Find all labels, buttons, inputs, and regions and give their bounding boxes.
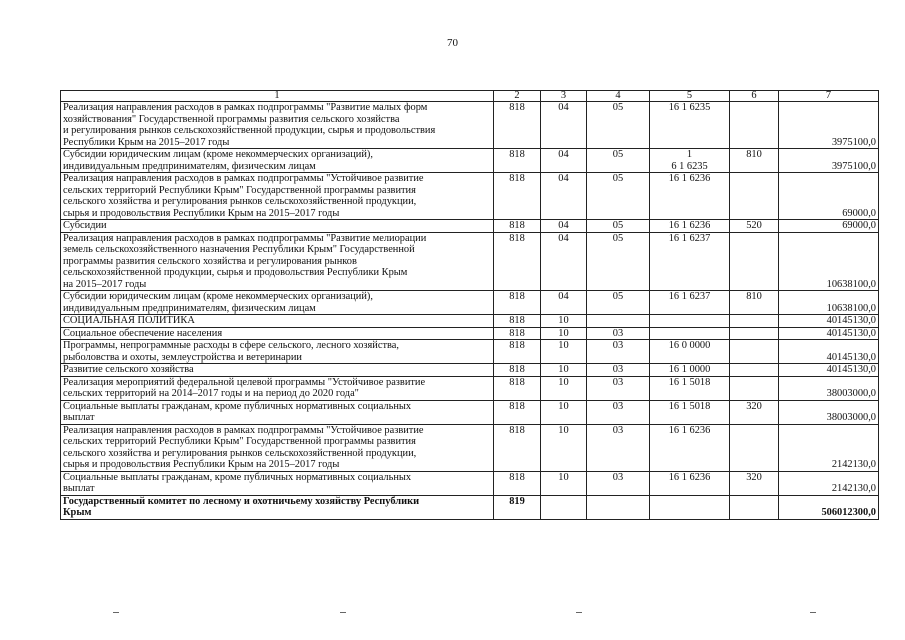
- section-code-cell: 10: [541, 400, 587, 424]
- section-code-cell: 04: [541, 173, 587, 220]
- target-article-cell: 16 1 6237: [650, 291, 730, 315]
- expense-type-cell: [730, 315, 779, 328]
- expense-type-cell: [730, 232, 779, 291]
- amount-cell: 40145130,0: [779, 327, 879, 340]
- target-article-cell: [650, 327, 730, 340]
- ministry-code-cell: 818: [494, 102, 541, 149]
- section-code-cell: 10: [541, 340, 587, 364]
- header-row: [61, 91, 879, 102]
- section-code-cell: 04: [541, 149, 587, 173]
- scan-mark: [810, 612, 816, 613]
- description-cell: Социальные выплаты гражданам, кроме публичных нормативных социальных выплат: [61, 471, 494, 495]
- description-cell: Реализация направления расходов в рамках подпрограммы "Устойчивое развитие сельских территорий Республики Крым" Государственной программы развития сельского хозяйства и регулирования рынков сельскохозяйственной продукции, сырья и продовольствия Республики Крым на 2015–2017 годы: [61, 424, 494, 471]
- ministry-code-cell: 818: [494, 220, 541, 233]
- amount-cell: 40145130,0: [779, 315, 879, 328]
- section-code-cell: 10: [541, 376, 587, 400]
- section-code-cell: [541, 495, 587, 519]
- description-cell: Субсидии юридическим лицам (кроме некоммерческих организаций), индивидуальным предпринимателям, физическим лицам: [61, 149, 494, 173]
- subsection-code-cell: [587, 315, 650, 328]
- subsection-code-cell: 05: [587, 220, 650, 233]
- description-cell: Реализация направления расходов в рамках подпрограммы "Развитие малых форм хозяйствования" Государственной программы развития сельского хозяйства и регулирования рынков сельскохозяйственной продукции, сырья и продовольствия Республики Крым на 2015–2017 годы: [61, 102, 494, 149]
- description-cell: СОЦИАЛЬНАЯ ПОЛИТИКА: [61, 315, 494, 328]
- section-code-cell: 10: [541, 424, 587, 471]
- table-row: [61, 173, 879, 220]
- target-article-cell: 16 1 0000: [650, 364, 730, 377]
- ministry-code-cell: 818: [494, 232, 541, 291]
- expense-type-cell: [730, 364, 779, 377]
- amount-cell: 3975100,0: [779, 149, 879, 173]
- ministry-code-cell: 818: [494, 424, 541, 471]
- table-row: [61, 291, 879, 315]
- ministry-code-cell: 818: [494, 315, 541, 328]
- subsection-code-cell: 03: [587, 471, 650, 495]
- subsection-code-cell: 03: [587, 364, 650, 377]
- description-cell: Субсидии юридическим лицам (кроме некоммерческих организаций), индивидуальным предпринимателям, физическим лицам: [61, 291, 494, 315]
- ministry-code-cell: 818: [494, 173, 541, 220]
- target-article-cell: 16 1 6236: [650, 220, 730, 233]
- target-article-cell: 16 0 0000: [650, 340, 730, 364]
- target-article-cell: 16 1 6235: [650, 102, 730, 149]
- amount-cell: 10638100,0: [779, 291, 879, 315]
- expense-type-cell: [730, 376, 779, 400]
- target-article-cell: 16 1 5018: [650, 400, 730, 424]
- target-article-cell: 1 6 1 6235: [650, 149, 730, 173]
- ministry-code-cell: 818: [494, 291, 541, 315]
- description-cell: Субсидии: [61, 220, 494, 233]
- column-header-7: 7: [779, 91, 879, 102]
- subsection-code-cell: 03: [587, 327, 650, 340]
- subsection-code-cell: [587, 495, 650, 519]
- scan-mark: [576, 612, 582, 613]
- expense-type-cell: 520: [730, 220, 779, 233]
- subsection-code-cell: 03: [587, 424, 650, 471]
- description-cell: Реализация направления расходов в рамках подпрограммы "Устойчивое развитие сельских территорий Республики Крым" Государственной программы развития сельского хозяйства и регулирования рынков сельскохозяйственной продукции, сырья и продовольствия Республики Крым на 2015–2017 годы: [61, 173, 494, 220]
- section-code-cell: 10: [541, 364, 587, 377]
- expense-type-cell: [730, 102, 779, 149]
- amount-cell: 3975100,0: [779, 102, 879, 149]
- target-article-cell: [650, 495, 730, 519]
- subsection-code-cell: 05: [587, 149, 650, 173]
- description-cell: Государственный комитет по лесному и охотничьему хозяйству Республики Крым: [61, 495, 494, 519]
- table-row: [61, 400, 879, 424]
- table-row: [61, 364, 879, 377]
- section-code-cell: 10: [541, 327, 587, 340]
- table-row: [61, 149, 879, 173]
- ministry-code-cell: 818: [494, 340, 541, 364]
- table-row: [61, 424, 879, 471]
- amount-cell: 506012300,0: [779, 495, 879, 519]
- expense-type-cell: 810: [730, 149, 779, 173]
- subsection-code-cell: 05: [587, 173, 650, 220]
- subsection-code-cell: 03: [587, 376, 650, 400]
- column-header-1: 1: [61, 91, 494, 102]
- amount-cell: 69000,0: [779, 173, 879, 220]
- section-code-cell: 04: [541, 232, 587, 291]
- column-header-2: 2: [494, 91, 541, 102]
- table-row: [61, 471, 879, 495]
- ministry-code-cell: 818: [494, 327, 541, 340]
- section-code-cell: 10: [541, 315, 587, 328]
- description-cell: Социальные выплаты гражданам, кроме публичных нормативных социальных выплат: [61, 400, 494, 424]
- column-header-3: 3: [541, 91, 587, 102]
- table-row: [61, 102, 879, 149]
- expense-type-cell: [730, 495, 779, 519]
- amount-cell: 2142130,0: [779, 424, 879, 471]
- target-article-cell: 16 1 6236: [650, 173, 730, 220]
- description-cell: Реализация мероприятий федеральной целевой программы "Устойчивое развитие сельских территорий на 2014–2017 годы и на период до 2020 года": [61, 376, 494, 400]
- amount-cell: 69000,0: [779, 220, 879, 233]
- amount-cell: 40145130,0: [779, 340, 879, 364]
- section-code-cell: 04: [541, 291, 587, 315]
- section-code-cell: 04: [541, 220, 587, 233]
- column-header-4: 4: [587, 91, 650, 102]
- target-article-cell: [650, 315, 730, 328]
- description-cell: Реализация направления расходов в рамках подпрограммы "Развитие мелиорации земель сельскохозяйственного назначения Республики Крым" Государственной программы развития сельского хозяйства и регулирования рынков сельскохозяйственной продукции, сырья и продовольствия Республики Крым на 2015–2017 годы: [61, 232, 494, 291]
- ministry-code-cell: 818: [494, 400, 541, 424]
- expense-type-cell: [730, 173, 779, 220]
- table-row: [61, 327, 879, 340]
- ministry-code-cell: 818: [494, 376, 541, 400]
- scan-mark: [340, 612, 346, 613]
- target-article-cell: 16 1 6237: [650, 232, 730, 291]
- amount-cell: 10638100,0: [779, 232, 879, 291]
- subsection-code-cell: 05: [587, 291, 650, 315]
- description-cell: Программы, непрограммные расходы в сфере сельского, лесного хозяйства, рыболовства и охоты, землеустройства и ветеринарии: [61, 340, 494, 364]
- expense-type-cell: [730, 424, 779, 471]
- target-article-cell: 16 1 6236: [650, 471, 730, 495]
- ministry-code-cell: 819: [494, 495, 541, 519]
- expense-type-cell: 810: [730, 291, 779, 315]
- subsection-code-cell: 05: [587, 102, 650, 149]
- amount-cell: 38003000,0: [779, 376, 879, 400]
- target-article-cell: 16 1 5018: [650, 376, 730, 400]
- table-row: [61, 315, 879, 328]
- table-row: [61, 376, 879, 400]
- page-number: 70: [447, 37, 458, 49]
- section-code-cell: 10: [541, 471, 587, 495]
- column-header-5: 5: [650, 91, 730, 102]
- expense-type-cell: 320: [730, 400, 779, 424]
- table-row: [61, 232, 879, 291]
- subsection-code-cell: 03: [587, 340, 650, 364]
- table-body: [61, 102, 879, 520]
- target-article-cell: 16 1 6236: [650, 424, 730, 471]
- section-code-cell: 04: [541, 102, 587, 149]
- table-row: [61, 495, 879, 519]
- table-row: [61, 340, 879, 364]
- subsection-code-cell: 05: [587, 232, 650, 291]
- budget-table: [60, 90, 879, 520]
- subsection-code-cell: 03: [587, 400, 650, 424]
- description-cell: Развитие сельского хозяйства: [61, 364, 494, 377]
- amount-cell: 2142130,0: [779, 471, 879, 495]
- amount-cell: 40145130,0: [779, 364, 879, 377]
- amount-cell: 38003000,0: [779, 400, 879, 424]
- column-header-6: 6: [730, 91, 779, 102]
- expense-type-cell: [730, 327, 779, 340]
- description-cell: Социальное обеспечение населения: [61, 327, 494, 340]
- expense-type-cell: [730, 340, 779, 364]
- table-row: [61, 220, 879, 233]
- ministry-code-cell: 818: [494, 149, 541, 173]
- ministry-code-cell: 818: [494, 364, 541, 377]
- scan-mark: [113, 612, 119, 613]
- ministry-code-cell: 818: [494, 471, 541, 495]
- expense-type-cell: 320: [730, 471, 779, 495]
